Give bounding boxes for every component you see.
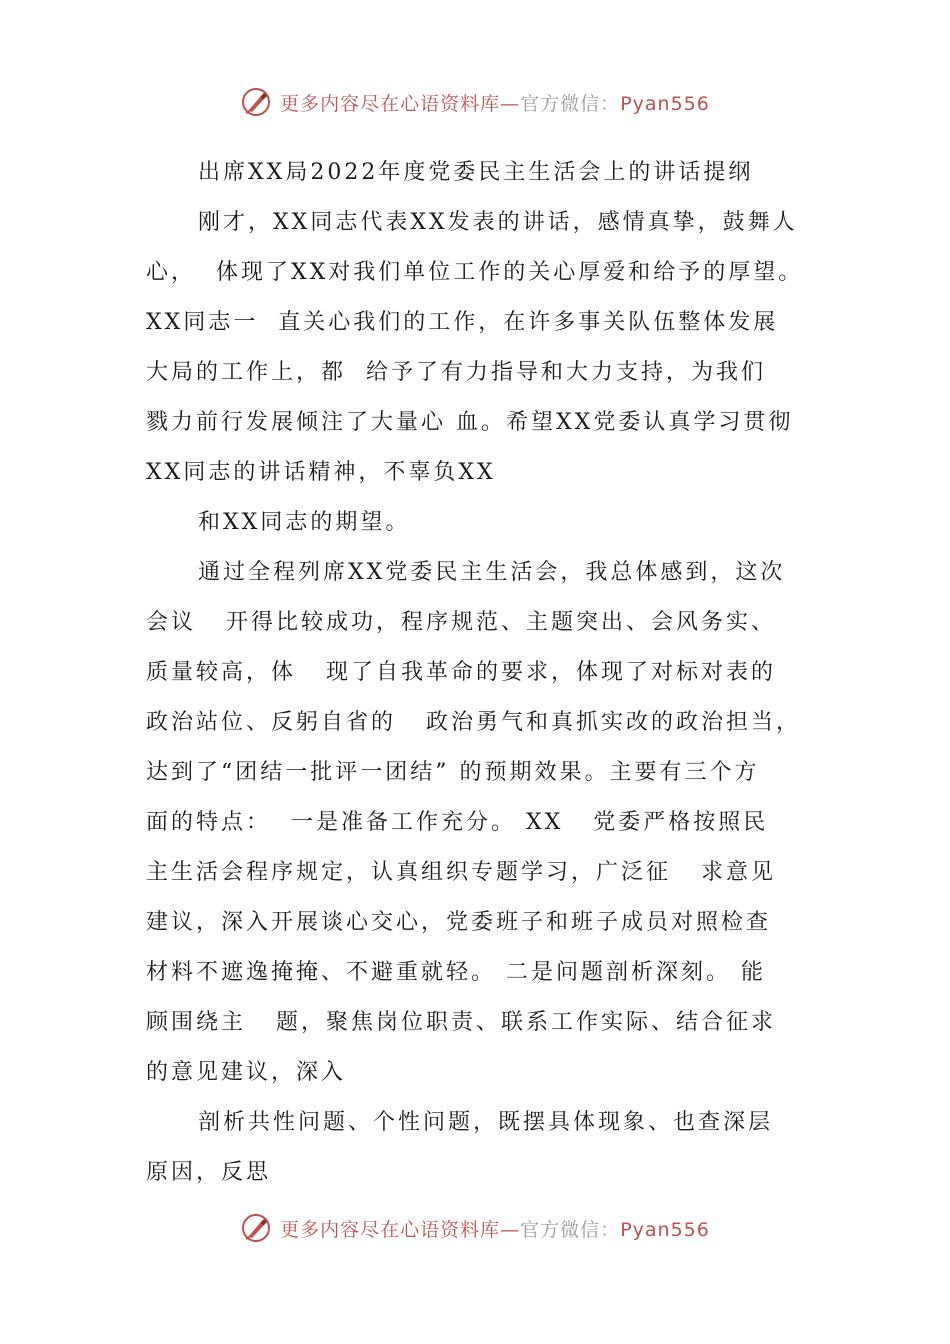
banner-text (280, 89, 710, 116)
banner-official-text: 官方微信： (520, 92, 621, 115)
paragraph-line: 达到了“团结一批评一团结” 的预期效果。主要有三个方 (146, 760, 760, 785)
paragraph-line: 质量较高，体 现了自我革命的要求，体现了对标对表的 (146, 660, 776, 685)
paragraph-line: 会议 开得比较成功，程序规范、主题突出、会风务实、 (146, 610, 776, 635)
banner-wechat-id: Pyan556 (620, 92, 710, 115)
paragraph-line: XX同志一 直关心我们的工作，在许多事关队伍整体发展 (146, 310, 779, 335)
banner-main-text: 更多内容尽在心语资料库 (280, 92, 501, 115)
paragraph-line: 心， 体现了XX对我们单位工作的关心厚爱和给予的厚望。 (146, 260, 804, 285)
banner-text (280, 1215, 710, 1242)
banner-dash: — (500, 92, 521, 115)
banner-dash: — (500, 1218, 521, 1241)
paragraph-line: XX同志的讲话精神，不辜负XX (146, 460, 496, 485)
document-title: 出席XX局2022年度党委民主生活会上的讲话提纲 (198, 160, 754, 185)
pen-nib-logo-icon (240, 1212, 272, 1244)
paragraph-line: 剖析共性问题、个性问题，既摆具体现象、也查深层 (198, 1110, 774, 1135)
paragraph-line: 戮力前行发展倾注了大量心 血。希望XX党委认真学习贯彻 (146, 410, 794, 435)
paragraph-line: 和XX同志的期望。 (198, 510, 411, 535)
paragraph-line: 主生活会程序规定，认真组织专题学习，广泛征 求意见 (146, 860, 776, 885)
footer-banner (0, 1208, 950, 1248)
banner-wechat-id: Pyan556 (620, 1218, 710, 1241)
paragraph-line: 的意见建议，深入 (146, 1060, 347, 1085)
paragraph-line: 建议，深入开展谈心交心，党委班子和班子成员对照检查 (146, 910, 772, 935)
paragraph-line: 通过全程列席XX党委民主生活会，我总体感到，这次 (198, 560, 786, 585)
paragraph-line: 原因，反思 (146, 1160, 272, 1185)
banner-official-text: 官方微信： (520, 1218, 621, 1241)
paragraph-line: 大局的工作上，都 给予了有力指导和大力支持，为我们 (146, 360, 766, 385)
paragraph-line: 顾围绕主 题，聚焦岗位职责、联系工作实际、结合征求 (146, 1010, 776, 1035)
document-body (146, 148, 806, 1198)
pen-nib-logo-icon (240, 86, 272, 118)
paragraph-line: 材料不遮逸掩掩、不避重就轻。 二是问题剖析深刻。 能 (146, 960, 766, 985)
paragraph-line: 刚才，XX同志代表XX发表的讲话，感情真挚，鼓舞人 (198, 210, 798, 235)
banner-main-text: 更多内容尽在心语资料库 (280, 1218, 501, 1241)
header-banner (0, 82, 950, 122)
paragraph-line: 面的特点： 一是准备工作充分。 XX 党委严格按照民 (146, 810, 769, 835)
paragraph-line: 政治站位、反躬自省的 政治勇气和真抓实改的政治担当， (146, 710, 801, 735)
